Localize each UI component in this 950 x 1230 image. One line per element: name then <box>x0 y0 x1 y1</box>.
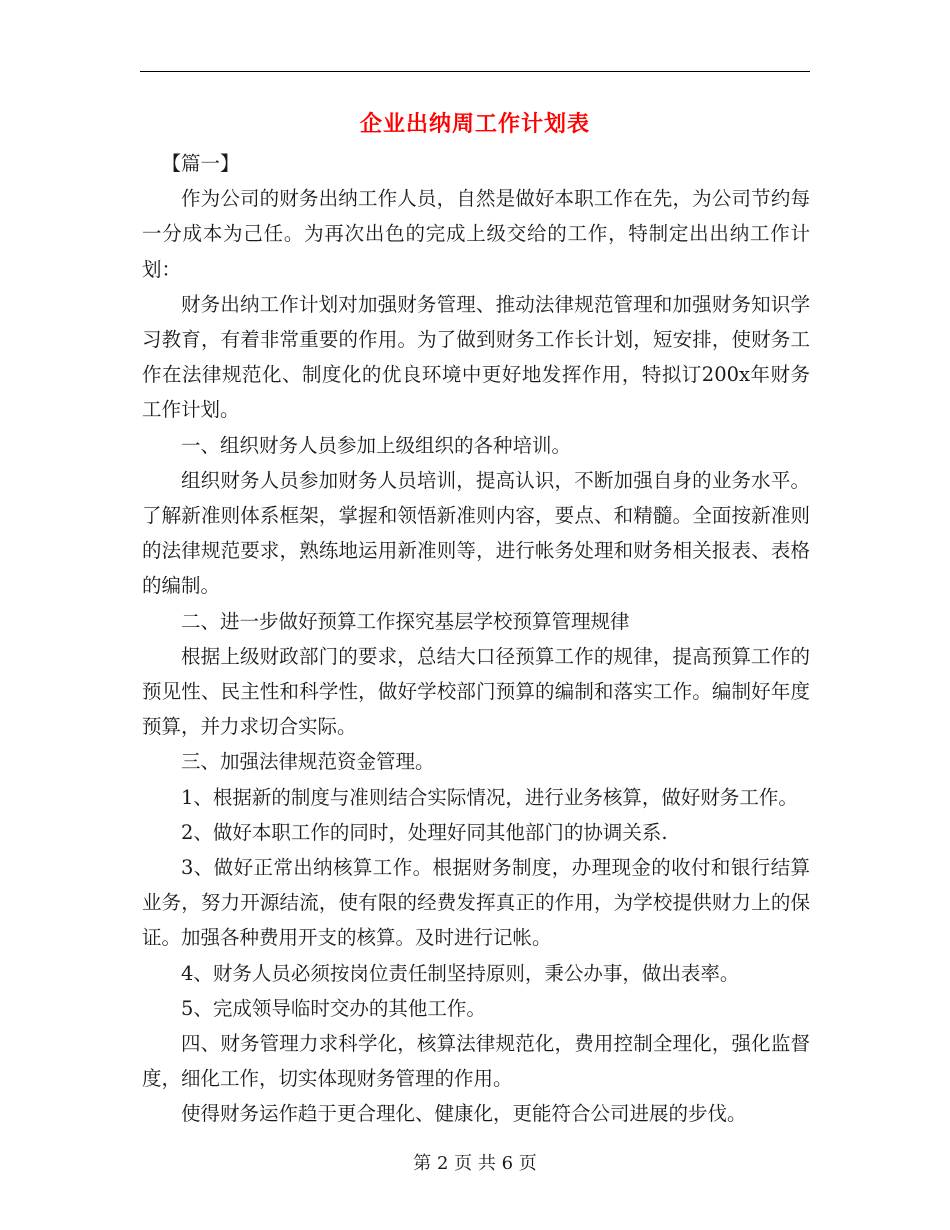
list-item-1: 1、根据新的制度与准则结合实际情况，进行业务核算，做好财务工作。 <box>181 785 798 809</box>
page-number: 第 2 页 共 6 页 <box>413 1153 537 1174</box>
list-item-3: 3、做好正常出纳核算工作。根据财务制度，办理现金的收付和银行结算业务，努力开源结流，使有限的经费发挥真正的作用，为学校提供财力上的保证。加强各种费用开支的核算。及时进行记帐。 <box>142 856 810 950</box>
heading-management: 四、财务管理力求科学化，核算法律规范化，费用控制全理化，强化监督度，细化工作，切实体现财务管理的作用。 <box>142 1032 810 1091</box>
heading-budget: 二、进一步做好预算工作探究基层学校预算管理规律 <box>181 609 630 633</box>
list-item-4: 4、财务人员必须按岗位责任制坚持原则，秉公办事，做出表率。 <box>181 961 740 985</box>
paragraph-purpose: 财务出纳工作计划对加强财务管理、推动法律规范管理和加强财务知识学习教育，有着非常重要的作用。为了做到财务工作长计划，短安排，使财务工作在法律规范化、制度化的优良环境中更好地发挥作用，特拟订200x年财务工作计划。 <box>142 292 810 422</box>
document-body <box>142 146 810 1132</box>
paragraph-training: 组织财务人员参加财务人员培训，提高认识，不断加强自身的业务水平。了解新准则体系框架，掌握和领悟新准则内容，要点、和精髓。全面按新准则的法律规范要求，熟练地运用新准则等，进行帐务处理和财务相关报表、表格的编制。 <box>142 468 810 598</box>
document-title: 企业出纳周工作计划表 <box>359 111 590 137</box>
paragraph-conclusion: 使得财务运作趋于更合理化、健康化，更能符合公司进展的步伐。 <box>181 1102 747 1126</box>
paragraph-budget: 根据上级财政部门的要求，总结大口径预算工作的规律，提高预算工作的预见性、民主性和科学性，做好学校部门预算的编制和落实工作。编制好年度预算，并力求切合实际。 <box>142 644 810 739</box>
paragraph-intro: 作为公司的财务出纳工作人员，自然是做好本职工作在先，为公司节约每一分成本为己任。为再次出色的完成上级交给的工作，特制定出出纳工作计划： <box>142 187 810 281</box>
list-item-5: 5、完成领导临时交办的其他工作。 <box>181 996 486 1020</box>
heading-training: 一、组织财务人员参加上级组织的各种培训。 <box>181 433 572 457</box>
list-item-2: 2、做好本职工作的同时，处理好同其他部门的协调关系. <box>181 820 668 844</box>
section-label: 【篇一】 <box>161 152 240 175</box>
header-rule <box>140 71 810 72</box>
heading-funds: 三、加强法律规范资金管理。 <box>181 750 435 774</box>
